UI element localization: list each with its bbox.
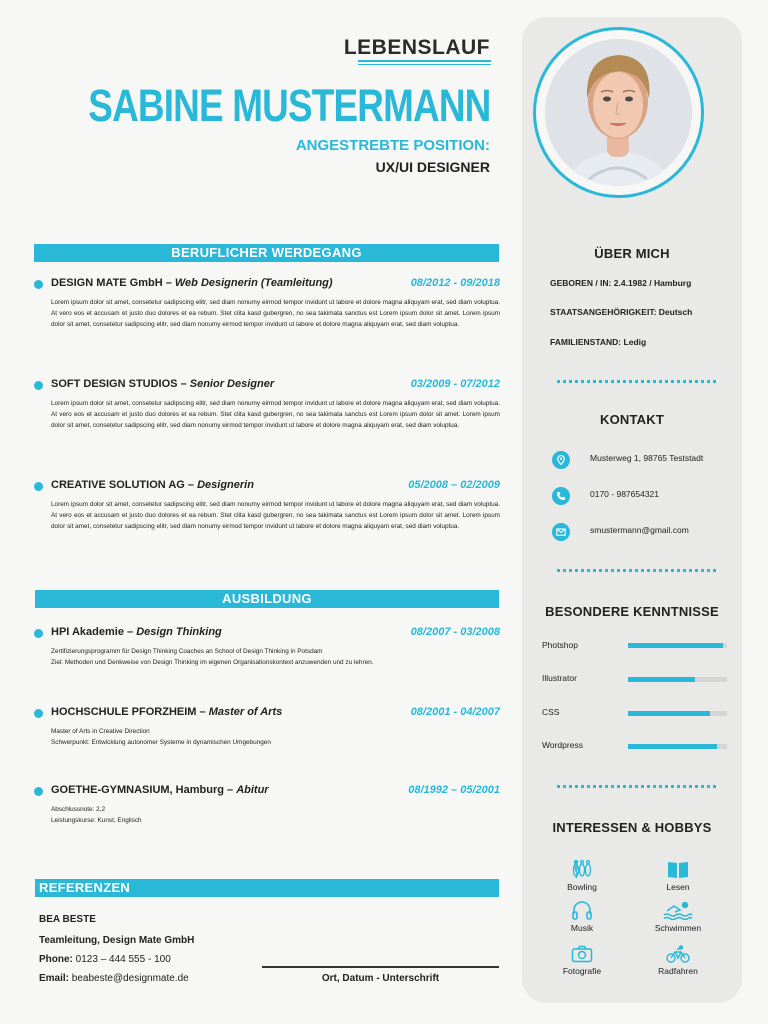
entry-description: Lorem ipsum dolor sit amet, consetetur sadipscing elitr, sed diam nonumy eirmod tempor invidunt ut labore et dolore magna aliquyam erat, sed diam voluptua. At vero eos et accusam et justo duo dolores et ea rebum. Stet clita kasd gubergren, no sea takimata sanctus est Lorem ipsum dolor sit amet. Lorem ipsum dolor sit amet, consetetur sadipscing elitr, sed diam nonumy eirmod tempor invidunt ut labore et dolore magna aliquyam erat, sed diam voluptua. xyxy=(51,299,500,328)
contact-address: Musterweg 1, 98765 Teststadt xyxy=(590,453,704,463)
skill-bar xyxy=(628,711,727,716)
reference-phone: Phone: 0123 – 444 555 - 100 xyxy=(39,954,171,965)
skill-bar xyxy=(628,643,727,648)
candidate-name: SABINE MUSTERMANN xyxy=(88,80,491,131)
book-icon xyxy=(667,859,689,879)
hobby-cycling: Radfahren xyxy=(643,945,713,976)
skill-label: CSS xyxy=(542,707,560,717)
about-heading: ÜBER MICH xyxy=(594,246,670,261)
education-entry xyxy=(34,706,500,748)
references-heading: REFERENZEN xyxy=(35,879,499,897)
bullet-dot xyxy=(34,482,43,491)
entry-dates: 05/2008 – 02/2009 xyxy=(408,479,500,491)
entry-title: SOFT DESIGN STUDIOS – Senior Designer xyxy=(51,378,275,390)
signature-label: Ort, Datum - Unterschrift xyxy=(321,973,440,984)
skill-bar xyxy=(628,677,727,682)
entry-dates: 08/1992 – 05/2001 xyxy=(408,784,500,796)
education-entry xyxy=(34,784,500,826)
entry-description: Master of Arts in Creative Direction Schwerpunkt: Entwicklung autonomer Systeme in dynamischen Umgebungen xyxy=(51,728,271,746)
section-divider xyxy=(557,380,716,383)
contact-heading: KONTAKT xyxy=(600,412,664,427)
hobby-photography: Fotografie xyxy=(547,945,617,976)
entry-dates: 08/2007 - 03/2008 xyxy=(410,626,500,638)
bullet-dot xyxy=(34,787,43,796)
signature-line xyxy=(262,966,499,968)
skills-heading: BESONDERE KENNTNISSE xyxy=(545,604,719,619)
entry-title: GOETHE-GYMNASIUM, Hamburg – Abitur xyxy=(51,784,269,796)
bullet-dot xyxy=(34,629,43,638)
title-underline-thin xyxy=(358,64,491,65)
hobby-swimming: Schwimmen xyxy=(643,900,713,933)
about-marital-status: FAMILIENSTAND: Ledig xyxy=(550,337,647,347)
bicycle-icon xyxy=(666,945,690,963)
entry-title: CREATIVE SOLUTION AG – Designerin xyxy=(51,479,254,491)
section-divider xyxy=(557,569,716,572)
skill-label: Wordpress xyxy=(542,740,583,750)
position-value: UX/UI DESIGNER xyxy=(375,159,490,175)
entry-title: HPI Akademie – Design Thinking xyxy=(51,626,222,638)
entry-title: HOCHSCHULE PFORZHEIM – Master of Arts xyxy=(51,706,283,718)
reference-email: Email: beabeste@designmate.de xyxy=(39,973,189,984)
entry-description: Lorem ipsum dolor sit amet, consetetur sadipscing elitr, sed diam nonumy eirmod tempor invidunt ut labore et dolore magna aliquyam erat, sed diam voluptua. At vero eos et accusam et justo duo dolores et ea rebum. Stet clita kasd gubergren, no sea takimata sanctus est Lorem ipsum dolor sit amet. Lorem ipsum dolor sit amet, consetetur sadipscing elitr, sed diam nonumy eirmod tempor invidunt ut labore et dolore magna aliquyam erat, sed diam voluptua. xyxy=(51,501,500,530)
reference-name: BEA BESTE xyxy=(39,914,96,925)
skill-bar-fill xyxy=(628,744,717,749)
camera-icon xyxy=(571,945,593,963)
contact-email: smustermann@gmail.com xyxy=(590,525,689,535)
entry-dates: 08/2012 - 09/2018 xyxy=(410,277,500,289)
hobby-music: Musik xyxy=(547,900,617,933)
entry-dates: 03/2009 - 07/2012 xyxy=(410,378,500,390)
hobbies-heading: INTERESSEN & HOBBYS xyxy=(552,820,712,835)
position-label: ANGESTREBTE POSITION: xyxy=(295,137,490,154)
skill-bar xyxy=(628,744,727,749)
experience-entry xyxy=(34,378,500,431)
entry-dates: 08/2001 - 04/2007 xyxy=(410,706,500,718)
skill-bar-fill xyxy=(628,643,723,648)
experience-entry xyxy=(34,277,500,330)
skill-label: Illustrator xyxy=(542,673,577,683)
bullet-dot xyxy=(34,381,43,390)
education-entry xyxy=(34,626,500,668)
location-pin-icon xyxy=(552,451,570,469)
education-heading: AUSBILDUNG xyxy=(35,590,499,608)
phone-icon xyxy=(552,487,570,505)
profile-photo xyxy=(545,39,692,186)
about-born: GEBOREN / IN: 2.4.1982 / Hamburg xyxy=(550,278,692,288)
reference-company: Teamleitung, Design Mate GmbH xyxy=(39,935,195,946)
section-divider xyxy=(557,785,716,788)
bullet-dot xyxy=(34,280,43,289)
entry-title: DESIGN MATE GmbH – Web Designerin (Teamleitung) xyxy=(51,277,333,289)
skill-bar-fill xyxy=(628,711,710,716)
title-underline xyxy=(358,60,491,62)
hobby-reading: Lesen xyxy=(643,859,713,892)
hobby-bowling: Bowling xyxy=(547,859,617,892)
skill-bar-fill xyxy=(628,677,695,682)
envelope-icon xyxy=(552,523,570,541)
bullet-dot xyxy=(34,709,43,718)
entry-description: Abschlussnote: 2,2 Leistungskurse: Kunst, Englisch xyxy=(51,806,142,824)
about-nationality: STAATSANGEHÖRIGKEIT: Deutsch xyxy=(550,307,693,317)
experience-entry xyxy=(34,479,500,532)
entry-description: Zertifizierungsprogramm für Design Thinking Coaches an School of Design Thinking in Potsdam Ziel: Methoden und Denkweise von Design Thinking im eigenen Organisationskontext anzuwenden und zu lehren. xyxy=(51,648,374,666)
experience-heading: BERUFLICHER WERDEGANG xyxy=(34,244,499,262)
swimmer-icon xyxy=(663,900,693,920)
bowling-icon xyxy=(571,859,593,879)
contact-phone: 0170 - 987654321 xyxy=(590,489,660,499)
headphones-icon xyxy=(571,900,593,920)
document-title: LEBENSLAUF xyxy=(343,36,490,59)
entry-description: Lorem ipsum dolor sit amet, consetetur sadipscing elitr, sed diam nonumy eirmod tempor invidunt ut labore et dolore magna aliquyam erat, sed diam voluptua. At vero eos et accusam et justo duo dolores et ea rebum. Stet clita kasd gubergren, no sea takimata sanctus est Lorem ipsum dolor sit amet. Lorem ipsum dolor sit amet, consetetur sadipscing elitr, sed diam nonumy eirmod tempor invidunt ut labore et dolore magna aliquyam erat, sed diam voluptua. xyxy=(51,400,500,429)
skill-label: Photshop xyxy=(542,640,578,650)
